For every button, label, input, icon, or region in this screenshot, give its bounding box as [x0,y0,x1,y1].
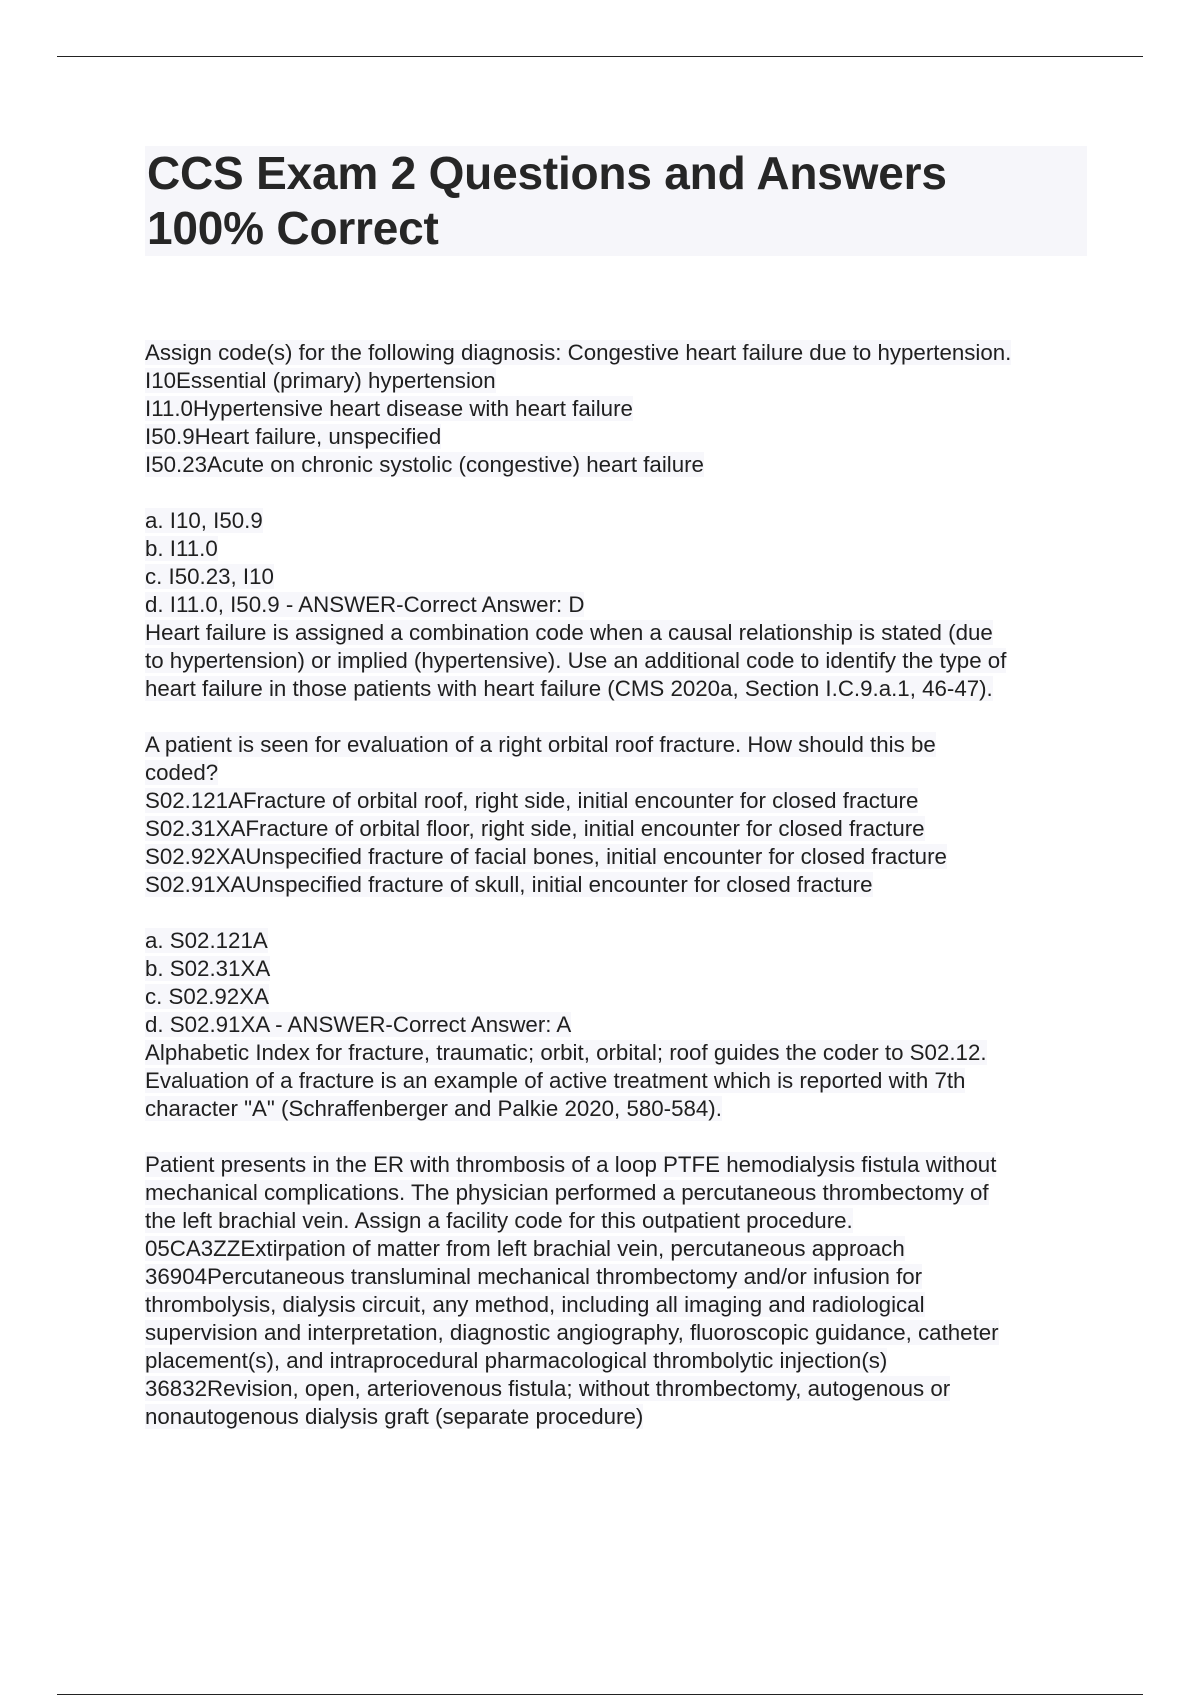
code-reference: 36904Percutaneous transluminal mechanical thrombectomy and/or infusion for [145,1264,923,1289]
answer-option: b. S02.31XA [145,956,271,981]
question-prompt: Patient presents in the ER with thrombosis of a loop PTFE hemodialysis fistula without [145,1152,997,1177]
title-block [145,146,1087,256]
code-reference: placement(s), and intraprocedural pharmacological thrombolytic injection(s) [145,1348,888,1373]
explanation-line: heart failure in those patients with heart failure (CMS 2020a, Section I.C.9.a.1, 46-47). [145,676,993,701]
footer-rule [57,1694,1143,1695]
answer-option-correct: d. I11.0, I50.9 - ANSWER-Correct Answer: D [145,592,585,617]
title-line: CCS Exam 2 Questions and Answers [147,147,947,199]
code-reference: S02.31XAFracture of orbital floor, right side, initial encounter for closed fracture [145,816,925,841]
answer-option: a. S02.121A [145,928,268,953]
title-line: 100% Correct [147,202,439,254]
question-block-2 [145,731,1090,1123]
answer-option: a. I10, I50.9 [145,508,263,533]
explanation-line: to hypertension) or implied (hypertensive). Use an additional code to identify the type of [145,648,1007,673]
question-block-3 [145,1151,1090,1431]
page-title [147,146,1085,256]
code-reference: supervision and interpretation, diagnostic angiography, fluoroscopic guidance, catheter [145,1320,999,1345]
explanation-line: character "A" (Schraffenberger and Palkie 2020, 580-584). [145,1096,722,1121]
code-reference: S02.91XAUnspecified fracture of skull, initial encounter for closed fracture [145,872,873,897]
question-prompt: Assign code(s) for the following diagnosis: Congestive heart failure due to hypertension. [145,340,1012,365]
question-prompt: coded? [145,760,219,785]
answer-option-correct: d. S02.91XA - ANSWER-Correct Answer: A [145,1012,572,1037]
answer-option: b. I11.0 [145,536,218,561]
explanation-line: Alphabetic Index for fracture, traumatic; orbit, orbital; roof guides the coder to S02.12. [145,1040,987,1065]
explanation-line: Heart failure is assigned a combination code when a causal relationship is stated (due [145,620,993,645]
header-rule [57,56,1143,57]
document-body [145,339,1090,1459]
spacer [145,899,1090,927]
code-reference: 05CA3ZZExtirpation of matter from left brachial vein, percutaneous approach [145,1236,905,1261]
code-reference: thrombolysis, dialysis circuit, any method, including all imaging and radiological [145,1292,925,1317]
code-reference: I10Essential (primary) hypertension [145,368,496,393]
answer-option: c. I50.23, I10 [145,564,274,589]
question-prompt: A patient is seen for evaluation of a right orbital roof fracture. How should this be [145,732,936,757]
question-block-1 [145,339,1090,703]
question-prompt: the left brachial vein. Assign a facility code for this outpatient procedure. [145,1208,853,1233]
code-reference: I50.23Acute on chronic systolic (congestive) heart failure [145,452,704,477]
question-prompt: mechanical complications. The physician performed a percutaneous thrombectomy of [145,1180,989,1205]
code-reference: S02.92XAUnspecified fracture of facial bones, initial encounter for closed fracture [145,844,947,869]
code-reference: 36832Revision, open, arteriovenous fistula; without thrombectomy, autogenous or [145,1376,951,1401]
spacer [145,479,1090,507]
code-reference: nonautogenous dialysis graft (separate procedure) [145,1404,644,1429]
code-reference: S02.121AFracture of orbital roof, right side, initial encounter for closed fracture [145,788,919,813]
answer-option: c. S02.92XA [145,984,269,1009]
explanation-line: Evaluation of a fracture is an example of active treatment which is reported with 7th [145,1068,966,1093]
code-reference: I50.9Heart failure, unspecified [145,424,442,449]
code-reference: I11.0Hypertensive heart disease with heart failure [145,396,633,421]
